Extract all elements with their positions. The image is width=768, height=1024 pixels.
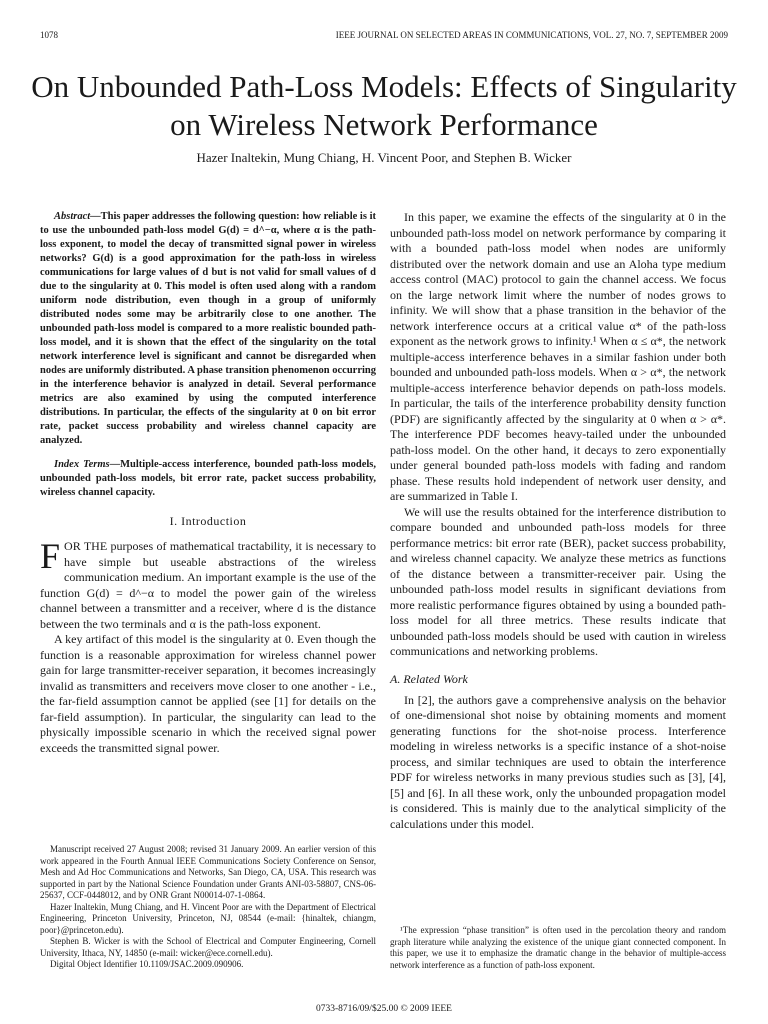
index-terms-text: Multiple-access interference, bounded path-loss models, unbounded path-loss models, bit error rate, packet success probability, wireless channel capacity.: [40, 459, 376, 498]
doi-note: Digital Object Identifier 10.1109/JSAC.2009.090906.: [50, 959, 244, 969]
drop-cap: F: [40, 536, 61, 576]
manuscript-note: Manuscript received 27 August 2008; revised 31 January 2009. An earlier version of this work appeared in the Fourth Annual IEEE Communications Society Conference on Sensor, Mesh and Ad Hoc Communications and Networks, San Diego, CA, USA. This research was supported in part by the National Science Foundation under Grants ANI-03-58807, CNS-06-25637, CCF-0448012, and by ONR Grant N00014-07-1-0864.: [40, 844, 376, 900]
right-column: [390, 210, 726, 832]
paper-title: On Unbounded Path-Loss Models: Effects of Singularity on Wireless Network Performance: [31, 69, 737, 142]
right-footnote: [390, 925, 726, 971]
intro-paragraph-4: We will use the results obtained for the interference distribution to compare bounded and unbounded path-loss models for three performance metrics: bit error rate (BER), packet success probability, and wireless channel capacity. We analyze these metrics as functions of the distance between a transmitter-receiver pair. Using the unbounded path-loss model results in significant deviations from more realistic performance figures obtained by using a bounded path-loss model for all three metrics. These results indicate that unbounded path-loss models should be used with caution in wireless communications and networking problems.: [390, 504, 726, 658]
journal-name: IEEE JOURNAL ON SELECTED AREAS IN COMMUNICATIONS, VOL. 27, NO. 7, SEPTEMBER 2009: [335, 30, 728, 40]
related-work-paragraph: In [2], the authors gave a comprehensive analysis on the behavior of one-dimensional shot noise by obtaining moments and moment generating functions for the shot-noise process. Interference modeling in wireless networks is a specific instance of a shot-noise process, and similar techniques are used to obtain the interference PDF for wireless networks in many previous studies such as [3], [4], [5] and [6]. In all these work, only the unbounded propagation model is considered. This is mainly due to the analytical simplicity of the calculations under this model.: [390, 692, 726, 831]
index-terms-label: Index Terms: [54, 459, 110, 470]
author-list: Hazer Inaltekin, Mung Chiang, H. Vincent Poor, and Stephen B. Wicker: [196, 150, 572, 165]
left-column: [40, 210, 376, 756]
copyright-footer: 0733-8716/09/$25.00 © 2009 IEEE: [316, 1004, 452, 1014]
cornell-affiliation: Stephen B. Wicker is with the School of Electrical and Computer Engineering, Cornell University, Ithaca, NY, 14850 (e-mail: wicker@ece.cornell.edu).: [40, 936, 376, 958]
page-number: 1078: [40, 30, 58, 40]
abstract-label: Abstract: [54, 211, 91, 222]
abstract: Abstract—This paper addresses the following question: how reliable is it to use the unbounded path-loss model G(d) = d^−α, where α is the path-loss exponent, to model the decay of transmitted signal power in wireless networks? G(d) is a good approximation for the path-loss in wireless communications for large values of d but is not valid for small values of d due to the singularity at 0. This model is often used along with a random uniform node distribution, even though in a group of uniformly distributed nodes some may be arbitrarily close to one another. The unbounded path-loss model is compared to a more realistic bounded path-loss model, and it is shown that the effect of the singularity on the total network interference level is significant and cannot be disregarded when nodes are uniformly distributed. A phase transition phenomenon occurring in the interference behavior is analyzed in detail. Several performance metrics are also examined by using the computed interference distributions. In particular, the effects of the singularity at 0 on bit error rate, packet success probability and wireless channel capacity are analyzed.: [40, 211, 376, 446]
section-heading-introduction: I. Introduction: [169, 514, 247, 528]
abstract-text: This paper addresses the following question: how reliable is it to use the unbounded path-loss model G(d) = d^−α, where α is the path-loss exponent, to model the decay of transmitted signal power in wireless networks? G(d) is a good approximation for the path-loss in wireless communications for large values of d but is not valid for small values of d due to the singularity at 0. This model is often used along with a random uniform node distribution, even though in a group of uniformly distributed nodes some may be arbitrarily close to one another. The unbounded path-loss model is compared to a more realistic bounded path-loss model, and it is shown that the effect of the singularity on the total network interference level is significant and cannot be disregarded when nodes are uniformly distributed. A phase transition phenomenon occurring in the interference behavior is analyzed in detail. Several performance metrics are also examined by using the computed interference distributions. In particular, the effects of the singularity at 0 on bit error rate, packet success probability and wireless channel capacity are analyzed.: [40, 211, 376, 446]
running-header: [40, 30, 728, 44]
left-footnotes: [40, 844, 376, 971]
intro-paragraph-1: [40, 536, 376, 632]
intro-paragraph-1-text: OR THE purposes of mathematical tractability, it is necessary to have simple but useable abstractions of the wireless communication medium. An important example is the use of the function G(d) = d^−α to model the power gain of the wireless channel between a transmitter and a receiver, where d is the distance between the two terminals and α is the path-loss exponent.: [40, 539, 376, 631]
subsection-heading-related-work: A. Related Work: [390, 671, 468, 686]
index-terms: Index Terms—Multiple-access interference, bounded path-loss models, unbounded path-loss models, bit error rate, packet success probability, wireless channel capacity.: [40, 459, 376, 498]
intro-paragraph-3: In this paper, we examine the effects of the singularity at 0 in the unbounded path-loss model on network performance by comparing it with a bounded path-loss model when nodes are uniformly distributed over the network domain and use an Aloha type medium access control (MAC) protocol to gain the channel access. We focus on the large network limit where the number of nodes grows to infinity. We will show that a phase transition in the behavior of the network interference occurs at a critical value α* of the path-loss exponent as the network grows to infinity.¹ When α ≤ α*, the network multiple-access interference behaves in a similar fashion under both bounded and unbounded path-loss models. When α > α*, the network multiple-access interference behavior depends on path-loss models. In particular, the tails of the interference probability density function (PDF) are significantly affected by the singularity at 0 when α > α*. The interference PDF becomes heavy-tailed under the unbounded path-loss model. On the other hand, it decays to zero exponentially under general bounded path-loss models with fading and random phase. These results hold independent of network user density, and are summarized in Table I.: [390, 210, 726, 503]
intro-paragraph-2: A key artifact of this model is the singularity at 0. Even though the function is a reasonable approximation for wireless channel power gain for large transmitter-receiver separation, it becomes increasingly invalid as transmitters and receivers move closer to one another - i.e., the far-field assumption cannot be applied (see [1] for details on the far-field assumption). In particular, the singularity can lead to the physically impossible scenario in which the received signal power exceeds the transmitted signal power.: [40, 632, 376, 755]
princeton-affiliation: Hazer Inaltekin, Mung Chiang, and H. Vincent Poor are with the Department of Electrical Engineering, Princeton University, Princeton, NJ, 08544 (e-mail: {hinaltek, chiangm, poor}@princeton.edu).: [40, 901, 376, 935]
footnote-1: ¹The expression “phase transition” is often used in the percolation theory and random graph literature while analyzing the existence of the unique giant connected component. In this paper, we use it to emphasize the dramatic change in the behavior of multiple-access network interference as a function of path-loss exponent.: [390, 925, 726, 970]
